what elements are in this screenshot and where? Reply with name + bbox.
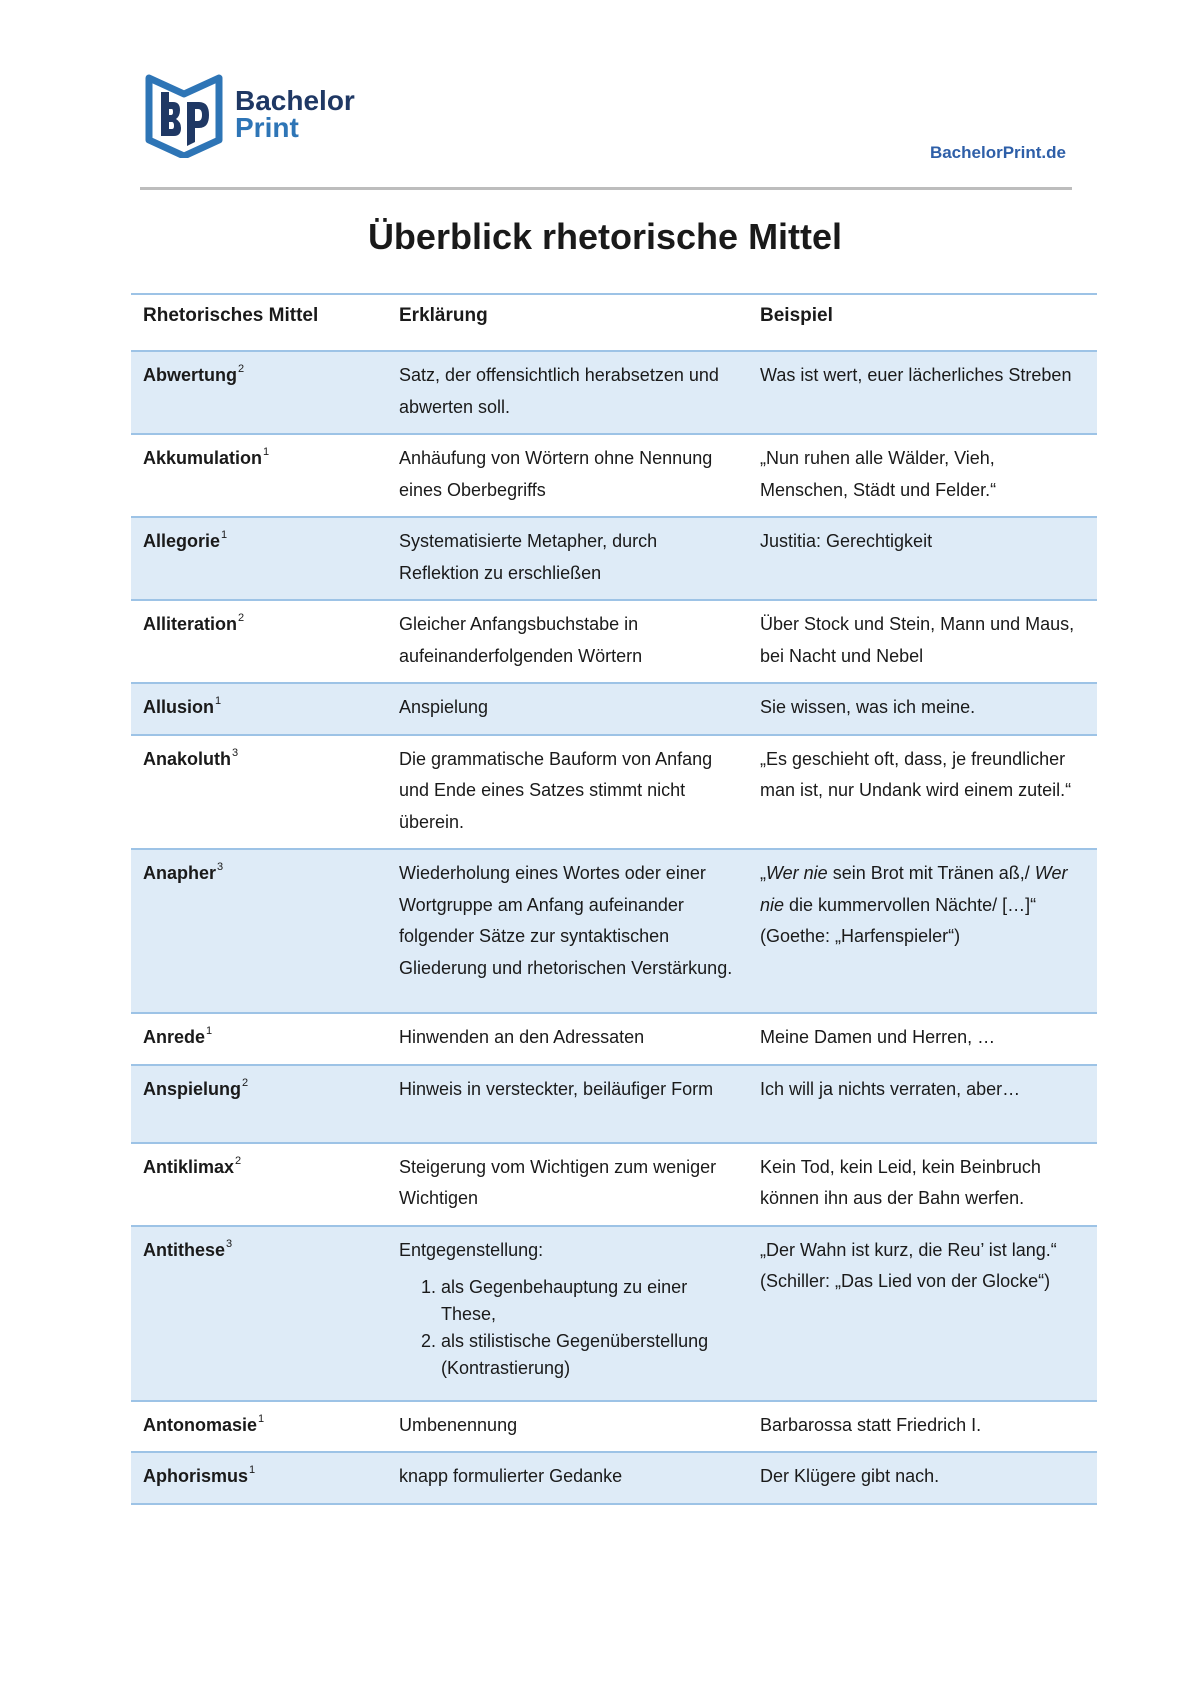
example-text-part: sein Brot mit Tränen aß,/ (827, 863, 1035, 883)
column-header-example: Beispiel (748, 294, 1097, 351)
example-text: Kein Tod, kein Leid, kein Beinbruch können ihn aus der Bahn werfen. (760, 1156, 1041, 1208)
column-header-term: Rhetorisches Mittel (131, 294, 387, 351)
example-text: Über Stock und Stein, Mann und Maus, bei Nacht und Nebel (760, 614, 1075, 666)
table-row (131, 849, 1097, 1013)
list-item: 2. als stilistische Gegenüberstellung (Kontrastierung) (441, 1328, 738, 1382)
example-text: Sie wissen, was ich meine. (760, 697, 976, 717)
explanation-list (399, 1274, 738, 1382)
example-cell (748, 1401, 1097, 1453)
footnote-ref: 2 (238, 363, 245, 375)
explanation-text: Die grammatische Bauform von Anfang und Ende eines Satzes stimmt nicht überein. (399, 748, 713, 832)
term-label: Allegorie (143, 531, 221, 551)
term-cell (131, 351, 387, 434)
term-label: Alliteration (143, 614, 238, 634)
example-text: „Nun ruhen alle Wälder, Vieh, Menschen, Städt und Felder.“ (760, 448, 997, 500)
term-cell (131, 683, 387, 735)
column-header-explanation: Erklärung (387, 294, 748, 351)
explanation-cell (387, 849, 748, 1013)
example-text-part: Wer nie (766, 863, 828, 883)
table-row (131, 735, 1097, 850)
term-label: Anakoluth (143, 748, 231, 769)
term-cell (131, 1401, 387, 1453)
term-cell (131, 735, 387, 850)
table-row (131, 517, 1097, 600)
logo-line1: Bachelor (235, 85, 355, 116)
explanation-text: Systematisierte Metapher, durch Reflektion zu erschließen (399, 531, 658, 583)
example-cell (748, 735, 1097, 850)
logo-line2: Print (235, 112, 299, 143)
footnote-ref: 1 (206, 1025, 213, 1037)
example-cell (748, 1143, 1097, 1226)
table-row (131, 600, 1097, 683)
term-label: Anapher (143, 863, 217, 883)
list-item: 1. als Gegenbehauptung zu einer These, (441, 1274, 738, 1328)
term-cell (131, 1226, 387, 1401)
explanation-cell (387, 600, 748, 683)
explanation-cell (387, 517, 748, 600)
table-row (131, 1452, 1097, 1504)
footnote-ref: 2 (238, 612, 245, 624)
table-row (131, 1401, 1097, 1453)
header-divider (140, 187, 1072, 190)
example-text-part: die kummervollen Nächte/ […]“ (Goethe: „Harfenspieler“) (760, 894, 1037, 946)
footnote-ref: 2 (235, 1154, 242, 1167)
explanation-text: Anhäufung von Wörtern ohne Nennung eines Oberbegriffs (399, 448, 713, 500)
footnote-ref: 1 (249, 1464, 256, 1476)
term-label: Antiklimax (143, 1156, 235, 1177)
example-text: „Es geschieht oft, dass, je freundlicher man ist, nur Undank wird einem zuteil.“ (760, 748, 1072, 800)
explanation-text: Gleicher Anfangsbuchstabe in aufeinanderfolgenden Wörtern (399, 614, 643, 666)
explanation-cell (387, 683, 748, 735)
example-text: „Der Wahn ist kurz, die Reu’ ist lang.“ (Schiller: „Das Lied von der Glocke“) (760, 1239, 1057, 1291)
explanation-cell (387, 1065, 748, 1143)
term-label: Akkumulation (143, 448, 263, 468)
explanation-cell (387, 1452, 748, 1504)
term-label: Anspielung (143, 1078, 241, 1099)
footnote-ref: 1 (258, 1412, 265, 1425)
explanation-text: Satz, der offensichtlich herabsetzen und abwerten soll. (399, 365, 719, 417)
table-row (131, 351, 1097, 434)
term-cell (131, 1065, 387, 1143)
explanation-text: Hinweis in versteckter, beiläufiger Form (399, 1078, 714, 1099)
example-text-part: Wer nie (760, 863, 1068, 915)
example-cell (748, 849, 1097, 1013)
term-label: Aphorismus (143, 1466, 249, 1486)
site-link[interactable]: BachelorPrint.de (929, 143, 1066, 162)
example-cell (748, 1226, 1097, 1401)
explanation-cell (387, 1401, 748, 1453)
footnote-ref: 3 (232, 746, 239, 759)
table-row (131, 683, 1097, 735)
example-cell (748, 600, 1097, 683)
logo (143, 70, 355, 158)
example-cell (748, 683, 1097, 735)
example-cell (748, 1065, 1097, 1143)
explanation-text: Steigerung vom Wichtigen zum weniger Wichtigen (399, 1156, 717, 1208)
example-text: Meine Damen und Herren, … (760, 1027, 996, 1047)
explanation-text: Wiederholung eines Wortes oder einer Wortgruppe am Anfang aufeinander folgender Sätze zur syntaktischen Gliederung und rhetorischen Verstärkung. (399, 863, 733, 978)
term-cell (131, 1143, 387, 1226)
footnote-ref: 1 (215, 695, 222, 707)
term-cell (131, 1452, 387, 1504)
term-cell (131, 600, 387, 683)
example-text: Der Klügere gibt nach. (760, 1466, 940, 1486)
table-row (131, 1013, 1097, 1065)
term-label: Abwertung (143, 365, 237, 385)
example-cell (748, 517, 1097, 600)
page-title: Überblick rhetorische Mittel (367, 216, 843, 257)
footnote-ref: 1 (263, 446, 270, 458)
explanation-cell (387, 1143, 748, 1226)
table-row (131, 1065, 1097, 1143)
table-row (131, 1226, 1097, 1401)
example-text: Was ist wert, euer lächerliches Streben (760, 365, 1072, 385)
example-text-part: „ (760, 863, 766, 883)
example-cell (748, 1013, 1097, 1065)
explanation-cell (387, 1013, 748, 1065)
explanation-text: Entgegenstellung: (399, 1239, 544, 1260)
term-label: Anrede (143, 1027, 206, 1047)
example-cell (748, 1452, 1097, 1504)
example-cell (748, 434, 1097, 517)
footnote-ref: 2 (242, 1076, 249, 1089)
explanation-cell (387, 434, 748, 517)
term-label: Antonomasie (143, 1414, 258, 1435)
explanation-text: Hinwenden an den Adressaten (399, 1027, 645, 1047)
term-cell (131, 434, 387, 517)
footnote-ref: 3 (217, 861, 224, 873)
term-cell (131, 517, 387, 600)
bachelorprint-logo-icon (143, 70, 225, 158)
rhetoric-table (131, 293, 1097, 1505)
table-header-row (131, 294, 1097, 351)
term-label: Allusion (143, 697, 214, 717)
explanation-text: Umbenennung (399, 1414, 518, 1435)
footnote-ref: 3 (226, 1237, 233, 1250)
explanation-text: Anspielung (399, 697, 489, 717)
table-row (131, 1143, 1097, 1226)
explanation-text: knapp formulierter Gedanke (399, 1466, 623, 1486)
explanation-cell (387, 735, 748, 850)
logo-wordmark (235, 87, 355, 141)
term-cell (131, 1013, 387, 1065)
term-label: Antithese (143, 1239, 226, 1260)
example-cell (748, 351, 1097, 434)
footnote-ref: 1 (221, 529, 228, 541)
explanation-cell (387, 351, 748, 434)
example-text: Justitia: Gerechtigkeit (760, 531, 933, 551)
example-text: Ich will ja nichts verraten, aber… (760, 1078, 1021, 1099)
term-cell (131, 849, 387, 1013)
explanation-cell (387, 1226, 748, 1401)
table-row (131, 434, 1097, 517)
example-text: Barbarossa statt Friedrich I. (760, 1414, 982, 1435)
